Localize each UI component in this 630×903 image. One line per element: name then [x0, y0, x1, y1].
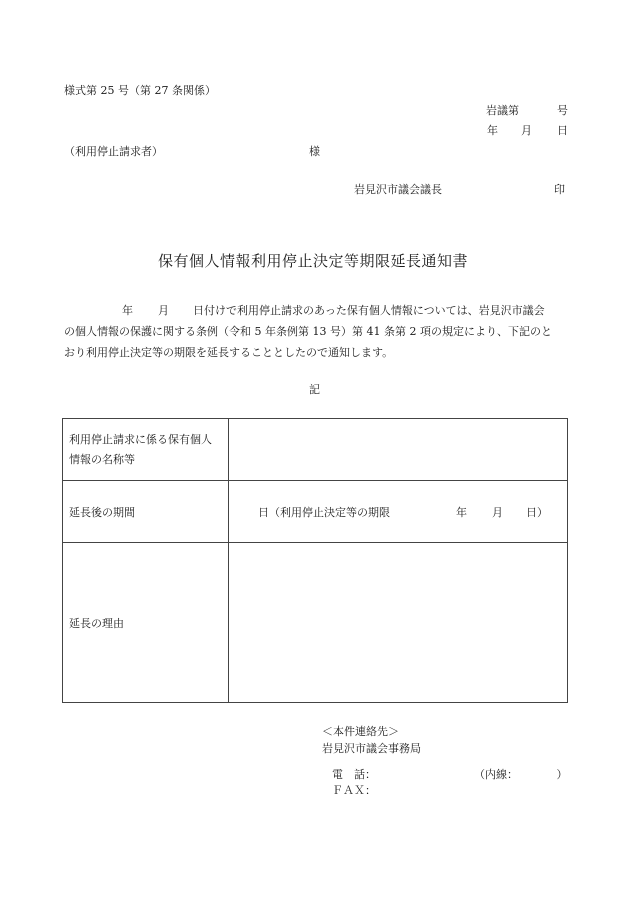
- doc-number-suffix: 号: [557, 104, 568, 117]
- document-title: 保有個人情報利用停止決定等期限延長通知書: [158, 252, 469, 270]
- body-month: 月: [158, 304, 169, 317]
- addressee-honorific: 様: [309, 145, 320, 158]
- addressee-label: （利用停止請求者）: [64, 145, 163, 158]
- contact-extension: （内線： ）: [474, 768, 568, 781]
- contact-fax-label: ＦＡＸ：: [332, 784, 376, 797]
- body-line-2: の個人情報の保護に関する条例（令和 5 年条例第 13 号）第 41 条第 2 項の規定により、下記のと: [64, 325, 552, 338]
- row2-value[interactable]: [229, 481, 568, 543]
- issuer-name: 岩見沢市議会議長: [354, 183, 442, 196]
- row2-value-a: 日（利用停止決定等の期限: [258, 506, 390, 519]
- row2-value-month: 月: [492, 506, 503, 519]
- contact-heading: ＜本件連絡先＞: [322, 725, 399, 738]
- row1-label-line1: 利用停止請求に係る保有個人: [69, 432, 212, 446]
- row3-label: 延長の理由: [63, 543, 229, 703]
- date-year: 年: [487, 124, 498, 137]
- row1-value[interactable]: [229, 419, 568, 481]
- ki-heading: 記: [309, 383, 320, 396]
- row2-value-year: 年: [456, 506, 467, 519]
- row2-label: 延長後の期間: [63, 481, 229, 543]
- form-number: 様式第 25 号（第 27 条関係）: [64, 84, 216, 97]
- row2-value-day: 日）: [526, 506, 548, 519]
- table-row: [63, 543, 568, 703]
- row1-label-line2: 情報の名称等: [69, 452, 135, 466]
- contact-office: 岩見沢市議会事務局: [322, 742, 421, 755]
- date-day: 日: [557, 124, 568, 137]
- body-year: 年: [122, 304, 133, 317]
- table-row: [63, 419, 568, 481]
- row1-label: [63, 419, 229, 481]
- table-row: [63, 481, 568, 543]
- date-month: 月: [521, 124, 532, 137]
- body-line-1: 日付けで利用停止請求のあった保有個人情報については、岩見沢市議会: [193, 304, 545, 317]
- extension-table: [62, 418, 568, 703]
- seal-mark: 印: [554, 183, 565, 196]
- body-line-3: おり利用停止決定等の期限を延長することとしたので通知します。: [64, 346, 394, 359]
- doc-number-prefix: 岩議第: [486, 104, 519, 117]
- row3-value[interactable]: [229, 543, 568, 703]
- contact-tel-label: 電 話：: [332, 768, 376, 781]
